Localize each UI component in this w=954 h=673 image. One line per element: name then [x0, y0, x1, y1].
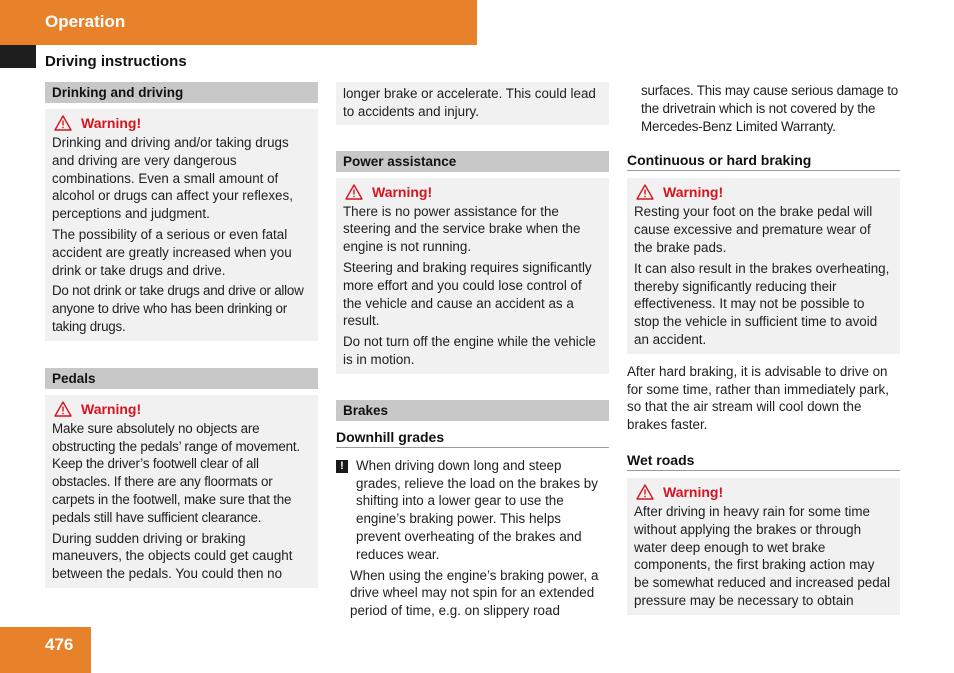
- warning-title: [634, 184, 893, 200]
- paragraph: It can also result in the brakes overheating, thereby significantly reducing their effectiveness. It may not be possible to stop the vehicle in sufficient time to avoid an accident.: [634, 260, 890, 347]
- warning-box-wet-roads: [627, 478, 900, 615]
- warning-box-pedals: [45, 395, 318, 588]
- paragraph: surfaces. This may cause serious damage to the drivetrain which is not covered by the Mercedes-Benz Limited Warranty.: [641, 83, 899, 134]
- section-subtitle: Driving instructions: [45, 53, 187, 70]
- section-heading-pedals: Pedals: [45, 368, 318, 389]
- warning-label: Warning!: [663, 483, 724, 500]
- warning-label: Warning!: [663, 184, 724, 201]
- notice-block: [336, 457, 609, 564]
- warning-title: [634, 484, 893, 500]
- warning-title: [52, 115, 311, 131]
- warning-label: Warning!: [81, 115, 142, 131]
- column-3: [627, 82, 900, 615]
- continuation-box: [336, 82, 609, 125]
- paragraph: During sudden driving or braking maneuvers, the objects could get caught between the pedals. You could then no: [52, 530, 293, 582]
- section-tab-marker: [0, 45, 36, 68]
- paragraph: When using the engine’s braking power, a drive wheel may not spin for an extended period of time, e.g. on slippery road: [350, 567, 599, 619]
- paragraph: After hard braking, it is advisable to drive on for some time, rather than immediately park, so that the air stream will cool down the brakes faster.: [627, 363, 889, 433]
- column-1: [45, 82, 318, 588]
- subheading-wet-roads: Wet roads: [627, 452, 900, 471]
- warning-title: [343, 184, 602, 200]
- paragraph: After driving in heavy rain for some time without applying the brakes or through water deep enough to wet brake components, the first braking action may be somewhat reduced and increased pedal pressure may be necessary to obtain: [634, 503, 891, 608]
- warning-triangle-icon: [345, 184, 363, 200]
- warning-box-drinking: [45, 109, 318, 341]
- paragraph: Do not turn off the engine while the vehicle is in motion.: [343, 334, 596, 367]
- section-heading-brakes: Brakes: [336, 400, 609, 421]
- warning-triangle-icon: [636, 484, 654, 500]
- section-heading-drinking: Drinking and driving: [45, 82, 318, 103]
- paragraph: Resting your foot on the brake pedal will cause excessive and premature wear of the brake pads.: [634, 204, 873, 255]
- warning-label: Warning!: [372, 183, 433, 200]
- paragraph: Do not drink or take drugs and drive or allow anyone to drive who has been drinking or taking drugs.: [52, 283, 304, 334]
- warning-box-power-assistance: [336, 178, 609, 374]
- warning-box-continuous-braking: [627, 178, 900, 353]
- notice-text: When driving down long and steep grades, relieve the load on the brakes by shifting into a lower gear to use the engine’s braking power. This helps prevent overheating of the brakes and reduces wear.: [356, 457, 598, 562]
- subheading-continuous-braking: Continuous or hard braking: [627, 152, 900, 171]
- paragraph: Make sure absolutely no objects are obstructing the pedals’ range of movement. Keep the driver’s footwell clear of all obstacles. If there are any floormats or carpets in the footwell, make sure that the pedals still have sufficient clearance.: [52, 420, 300, 525]
- warning-label: Warning!: [81, 400, 142, 417]
- warning-triangle-icon: [54, 115, 72, 131]
- paragraph: Drinking and driving and/or taking drugs and driving are very dangerous combinations. Even a small amount of alcohol or drugs can affect your reflexes, perceptions and judgment.: [52, 135, 293, 222]
- paragraph: The possibility of a serious or even fatal accident are greatly increased when you drink or take drugs and drive.: [52, 226, 292, 278]
- chapter-title: Operation: [45, 12, 126, 31]
- exclamation-icon: !: [336, 460, 348, 473]
- warning-triangle-icon: [636, 184, 654, 200]
- warning-triangle-icon: [54, 401, 72, 417]
- subheading-downhill-grades: Downhill grades: [336, 429, 609, 448]
- paragraph: Steering and braking requires significantly more effort and you could lose control of the vehicle and cause an accident as a result.: [343, 259, 592, 329]
- paragraph: There is no power assistance for the steering and the service brake when the engine is not running.: [343, 203, 581, 255]
- column-2: [336, 82, 609, 620]
- page-number: 476: [45, 635, 74, 654]
- paragraph: longer brake or accelerate. This could lead to accidents and injury.: [343, 86, 596, 119]
- section-heading-power-assistance: Power assistance: [336, 151, 609, 172]
- warning-title: [52, 401, 311, 417]
